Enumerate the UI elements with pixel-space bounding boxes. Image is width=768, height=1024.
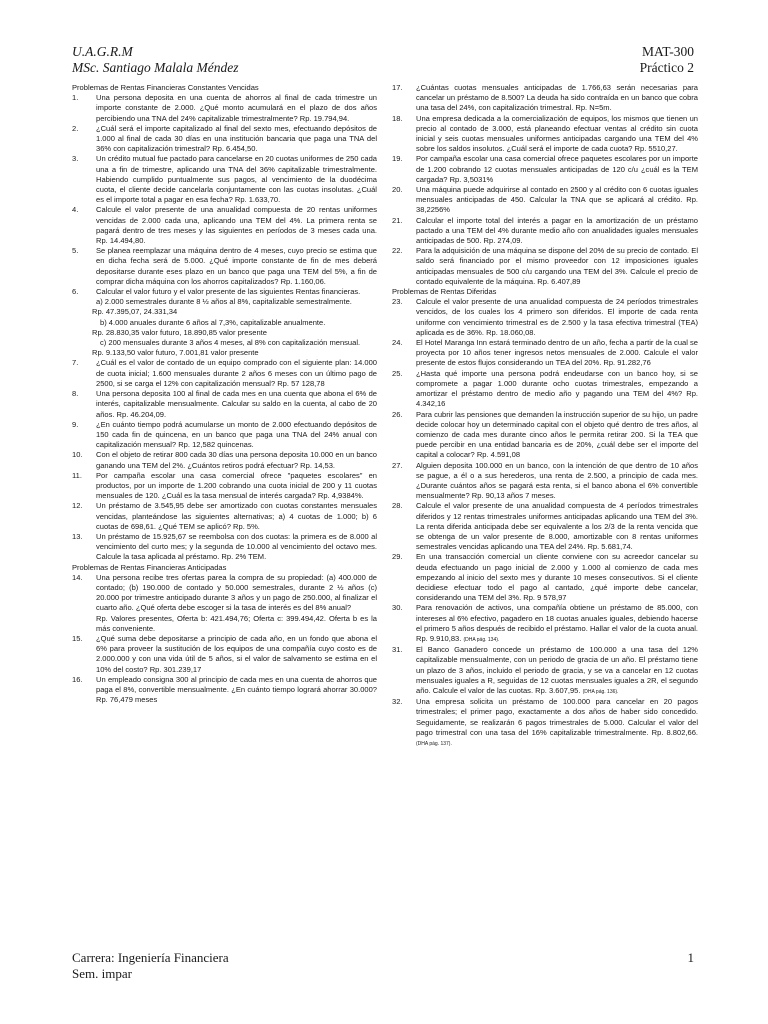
problem-item: 19. Por campaña escolar una casa comercial ofrece paquetes escolares por un importe de 1.200 cobrando 12 cuotas mensuales anticipadas de 120 c/u ¿cuál es la TEM cargada? Rp. 3,5031% <box>392 154 698 184</box>
problem-text: Una persona deposita en una cuenta de ahorros al final de cada trimestre un importe constante de 2.000. ¿Qué monto acumulará en el plazo de dos años percibiendo una TNA del 24% capitalizable trimestralmente? Rp. 19.794,94. <box>96 93 377 123</box>
problem-item: 8. Una persona deposita 100 al final de cada mes en una cuenta que abona el 6% de interés, capitalizable mensualmente. Calcular su saldo en la cuenta, al cabo de 20 años. Rp. 46.204,09. <box>72 389 377 419</box>
problem-item: 30. Para renovación de activos, una compañía obtiene un préstamo de 85.000, con intereses al 6% efectivo, pagadero en 18 cuotas anuales iguales, debiendo hacerse el primero 5 años después de recibido el préstamo. Hallar el valor de la cuota anual. Rp. 9.910,83. (DHA pág. 134). <box>392 603 698 643</box>
footer-left <box>72 950 229 982</box>
problem-item: 14. Una persona recibe tres ofertas parea la compra de su propiedad: (a) 400.000 de contado; (b) 190.000 de contado y 50.000 semestrales, durante 2 ½ años (c) 20.000 por trimestre anticipado durante 3 años y un pago de 250.000, al finalizar el cuarto año. ¿Qué oferta debe escoger si la tasa de interés es del 8% anual? Rp. Valores presentes, Oferta b: 421.494,76; Oferta c: 399.494,42. Oferta b es la más conveniente. <box>72 572 377 633</box>
problem-text: Por campaña escolar una casa comercial ofrece "paquetes escolares" en productos, por un importe de 1.200 cobrando una cuota inicial de 200 y 11 cuotas mensuales de 120. ¿Cuál es la tasa mensual de interés cargada? Rp. 4,9384%. <box>96 470 377 501</box>
problem-item: 7. ¿Cuál es el valor de contado de un equipo comprado con el siguiente plan: 14.000 de cuota inicial; 1.600 mensuales durante 2 años 6 meses con un último pago de 2500, si se carga el 12% con capitalización mensual? Rp. 57 128,78 <box>72 358 377 388</box>
problem-text: ¿Cuál es el valor de contado de un equipo comprado con el siguiente plan: 14.000 de cuota inicial; 1.600 mensuales durante 2 años 6 meses con un último pago de 2500, si se carga el 12% con capitalización mensual? Rp. 57 128,78 <box>96 358 377 388</box>
institution-name: U.A.G.R.M <box>72 44 133 59</box>
semester-label: Sem. impar <box>72 966 132 981</box>
problem-text: Una persona recibe tres ofertas parea la compra de su propiedad: (a) 400.000 de contado; (b) 190.000 de contado y 50.000 semestrales, durante 2 ½ años (c) 20.000 por trimestre anticipado durante 3 años y un pago de 250.000, al finalizar el cuarto año. ¿Qué oferta debe escoger si la tasa de interés es del 8% anual? <box>96 572 377 613</box>
section-heading: Problemas de Rentas Diferidas <box>392 287 497 297</box>
problem-text: Para cubrir las pensiones que demanden la instrucción superior de su hijo, un padre decide colocar hoy un determinado capital con el objeto qué dentro de tres años, al comienzo de cada mes durante cinco años le permita retirar 200. Si la TEA que puede percibir en una entidad bancaria es de 20%, ¿cuál debe ser el importe del capital a colocar? Rp. 4.591,08 <box>416 409 698 460</box>
header-right <box>640 44 694 76</box>
problem-text: ¿En cuánto tiempo podrá acumularse un monto de 2.000 efectuando depósitos de 150 cada fin de quincena, en un banco que paga una TNA del 24% anual con capitalización mensual? Rp. 12,582 quincenas. <box>96 419 377 450</box>
problem-item: 3. Un crédito mutual fue pactado para cancelarse en 20 cuotas uniformes de 250 cada una a fin de trimestre, aplicando una TNA del 36% capitalizable trimestralmente. Habiendo cumplido puntualmente sus pagos, al vencimiento de la duodécima cuota, el cliente decide cancelarla conjuntamente con las cuotas insolutas. ¿Cuál es el importe total a pagar en esa fecha? Rp. 1.633,70. <box>72 154 377 205</box>
header-left <box>72 44 238 76</box>
problem-item: 25. ¿Hasta qué importe una persona podrá endeudarse con un banco hoy, si se compromete a pagar 1.000 durante ocho cuotas trimestrales, empezando a amortizar el préstamo dentro de medio año y pagando una TEM del 4%? Rp. 4.342,16 <box>392 368 698 409</box>
reference-note: (DHA pág. 137). <box>416 741 452 747</box>
problem-text: Un crédito mutual fue pactado para cancelarse en 20 cuotas uniformes de 250 cada una a fin de trimestre, aplicando una TNA del 36% capitalizable trimestralmente. Habiendo cumplido puntualmente sus pagos, al vencimiento de la duodécima cuota, el cliente decide cancelarla conjuntamente con las cuotas insolutas. ¿Cuál es el importe total a pagar en esa fecha? Rp. 1.633,70. <box>96 154 377 205</box>
problem-text: El Hotel Maranga Inn estará terminado dentro de un año, fecha a partir de la cual se proyecta por 10 años tener ingresos netos mensuales de 2.000. Calcule el valor presente de estos flujos considerando un TEA del 20%. Rp. 91.282,76 <box>416 338 698 368</box>
problem-text: Calcular el valor futuro y el valor presente de las siguientes Rentas financieras. <box>96 287 361 297</box>
problem-item: 16. Un empleado consigna 300 al principio de cada mes en una cuenta de ahorros que paga el 8%, convertible mensualmente. ¿En cuánto tiempo logrará ahorrar 30.000? Rp. 76,479 meses <box>72 674 377 705</box>
problem-text: Una empresa solicita un préstamo de 100.000 para cancelar en 20 pagos trimestrales; el primer pago, exactamente a dos años de haber sido concedido. Seguidamente, se realizarán 6 pagos trimestrales de 5.000. Calcular el valor del pago trimestral con una tasa del 16% capitalizable trimestralmente. Rp. 8.802,66. <box>416 697 698 737</box>
section-heading: Problemas de Rentas Financieras Constantes Vencidas <box>72 83 259 92</box>
left-column <box>72 83 377 705</box>
problem-text: Con el objeto de retirar 800 cada 30 días una persona deposita 10.000 en un banco ganando una TEM del 2%. ¿Cuántos retiros podrá efectuar? Rp. 14,53. <box>96 450 377 470</box>
sub-item: b) 4.000 anuales durante 6 años al 7,3%, capitalizable anualmente. <box>100 317 326 327</box>
right-column <box>392 83 698 749</box>
section-heading: Problemas de Rentas Financieras Anticipadas <box>72 562 227 572</box>
problem-text: Para la adquisición de una máquina se dispone del 20% de su precio de contado. El saldo será financiado por el mismo proveedor con 12 imposiciones iguales anticipadas mensuales de 500 c/u cargando una TEM del 3%. Calcule el precio de contado equivalente de la máquina. Rp. 6.407,89 <box>416 246 698 286</box>
problem-text: ¿Cuál será el importe capitalizado al final del sexto mes, efectuando depósitos de 1.000 al final de cada 30 días en una institución bancaria que paga una TNA del 36% con capitalización trimestral? Rp. 6.454,50. <box>96 123 377 154</box>
problem-text: Calcule el valor presente de una anualidad compuesta de 24 períodos trimestrales vencidos, de los cuales los 4 primero son diferidos. El importe de cada renta uniforme con vencimiento trimestral es de 2.500 y la tasa efectiva trimestral (TEA) aplicada es de 36%. Rp. 18.060,08. <box>416 297 698 337</box>
problem-item: 26. Para cubrir las pensiones que demanden la instrucción superior de su hijo, un padre decide colocar hoy un determinado capital con el objeto qué dentro de tres años, al comienzo de cada mes durante cinco años le permita retirar 200. Si la TEA que puede percibir en una entidad bancaria es de 20%, ¿cuál debe ser el importe del capital a colocar? Rp. 4.591,08 <box>392 409 698 460</box>
problem-text: Una máquina puede adquirirse al contado en 2500 y al crédito con 6 cuotas iguales mensuales anticipadas de 450. Calcular la TNA que se aplicará al crédito. Rp. 38,2256% <box>416 185 698 215</box>
problem-text: Una persona deposita 100 al final de cada mes en una cuenta que abona el 6% de interés, capitalizable mensualmente. Calcular su saldo en la cuenta, al cabo de 20 años. Rp. 46.204,09. <box>96 389 377 419</box>
problem-item: 1. Una persona deposita en una cuenta de ahorros al final de cada trimestre un importe constante de 2.000. ¿Qué monto acumulará en el plazo de dos años percibiendo una TNA del 24% capitalizable trimestralmente? Rp. 19.794,94. <box>72 93 377 123</box>
author-name: MSc. Santiago Malala Méndez <box>72 60 239 75</box>
problem-text: Calcular el importe total del interés a pagar en la amortización de un préstamo pactado a una TEM del 4% durante medio año con anualidades iguales mensuales anticipadas de 500. Rp. 274,09. <box>416 215 698 246</box>
answer-line: Rp. Valores presentes, Oferta b: 421.494,76; Oferta c: 399.494,42. Oferta b es la más conveniente. <box>96 613 377 633</box>
problem-text: Se planea reemplazar una máquina dentro de 4 meses, cuyo precio se estima que en dicha fecha será de 5.000. ¿Qué importe constante de fin de mes deberá depositarse durante eses plazo en un banco que paga una TEM del 5%, a fin de comprar dicha máquina con los ahorros capitalizados? Rp. 1.160,06. <box>96 246 377 286</box>
problem-item: 32. Una empresa solicita un préstamo de 100.000 para cancelar en 20 pagos trimestrales; el primer pago, exactamente a dos años de haber sido concedido. Seguidamente, se realizarán 6 pagos trimestrales de 5.000. Calcular el valor del pago trimestral con una tasa del 16% capitalizable trimestralmente. Rp. 8.802,66. (DHA pág. 137). <box>392 697 698 747</box>
problem-item: 5. Se planea reemplazar una máquina dentro de 4 meses, cuyo precio se estima que en dicha fecha será de 5.000. ¿Qué importe constante de fin de mes deberá depositarse durante eses plazo en un banco que paga una TEM del 5%, a fin de comprar dicha máquina con los ahorros capitalizados? Rp. 1.160,06. <box>72 246 377 286</box>
problem-item: 27. Alguien deposita 100.000 en un banco, con la intención de que dentro de 10 años se pague, a él o a sus herederos, una renta de 2.500, a principio de cada mes. ¿Durante cuántos años se pagará esta renta, si el banco abona el 6% convertible mensualmente? Rp. 90,13 años 7 meses. <box>392 460 698 501</box>
problem-item: 23. Calcule el valor presente de una anualidad compuesta de 24 períodos trimestrales vencidos, de los cuales los 4 primero son diferidos. El importe de cada renta uniforme con vencimiento trimestral es de 2.500 y la tasa efectiva trimestral (TEA) aplicada es de 36%. Rp. 18.060,08. <box>392 297 698 337</box>
problem-item: 31. El Banco Ganadero concede un préstamo de 100.000 a una tasa del 12% capitalizable mensualmente, con un periodo de gracia de un año. El préstamo tiene un plazo de 3 años, incluido el periodo de gracia, y se va a cancelar en 12 cuotas mensuales iguales a R, seguidas de 12 cuotas mensuales iguales a 2R, el segundo año. Calcule el valor de las cuotas. Rp. 3.607,95. (DHA pág. 136). <box>392 645 698 695</box>
problem-text: ¿Hasta qué importe una persona podrá endeudarse con un banco hoy, si se compromete a pagar 1.000 durante ocho cuotas trimestrales, empezando a amortizar el préstamo dentro de medio año y pagando una TEM del 4%? Rp. 4.342,16 <box>416 368 698 409</box>
problem-item: 10. Con el objeto de retirar 800 cada 30 días una persona deposita 10.000 en un banco ganando una TEM del 2%. ¿Cuántos retiros podrá efectuar? Rp. 14,53. <box>72 450 377 470</box>
problem-text: Calcule el valor presente de una anualidad compuesta de 4 períodos trimestrales diferidos y 12 rentas trimestrales uniformes anticipadas aplicando una TEM del 3%. La renta diferida anticipada debe ser equivalente a los 2/3 de la renta vencida que se obtenga de un valor presente de 8.000, amortizable con 8 rentas uniformes semestrales vencidas aplicando una TEA del 24%. Rp. 5.681,74. <box>416 501 698 552</box>
sub-item: a) 2.000 semestrales durante 8 ½ años al 8%, capitalizable semestralmente. <box>96 297 352 307</box>
problem-text: Calcule el valor presente de una anualidad compuesta de 20 rentas uniformes vencidas de 2.000 cada una, aplicando una TEM del 4%. La primera renta se pagará dentro de tres meses y las siguientes en períodos de 3 meses cada una. Rp. 14.494,80. <box>96 205 377 246</box>
problem-item: 6. Calcular el valor futuro y el valor presente de las siguientes Rentas financieras. <box>72 287 377 297</box>
problem-item: 17. ¿Cuántas cuotas mensuales anticipadas de 1.766,63 serán necesarias para cancelar un préstamo de 8.500? La deuda ha sido contraída en un banco que cobra una tasa del 24%, con capitalización trimestral. Rp. N=5m. <box>392 83 698 113</box>
problem-item: 29. En una transacción comercial un cliente conviene con su acreedor cancelar su deuda efectuando un pago inicial de 2.000 y 1.000 al comienzo de cada mes empezando al inicio del sexto mes y durante 10 meses consecutivos. Si el cliente decidiese efectuar todo el pago al cantado, ¿qué importe debe cancelar, considerando una TEM del 3%. Rp. 9 578,97 <box>392 552 698 603</box>
problem-item: 18. Una empresa dedicada a la comercialización de equipos, los mismos que tienen un precio al contado de 3.000, está planeando efectuar ventas al crédito sin cuota inicial y seis cuotas mensuales uniformes anticipadas cargando una TEM del 4% sobre los saldos insolutos. ¿Cuál será el importe de cada cuota? Rp. 5510,27. <box>392 113 698 154</box>
problem-text: Un préstamo de 15.925,67 se reembolsa con dos cuotas: la primera es de 8.000 al vencimiento del curto mes; y la segunda de 10.000 al vencimiento del octavo mes. Calcule la tasa aplicada al préstamo. Rp. 2% TEM. <box>96 531 377 562</box>
problem-item: 22. Para la adquisición de una máquina se dispone del 20% de su precio de contado. El saldo será financiado por el mismo proveedor con 12 imposiciones iguales anticipadas mensuales de 500 c/u cargando una TEM del 3%. Calcule el precio de contado equivalente de la máquina. Rp. 6.407,89 <box>392 246 698 286</box>
career-label: Carrera: Ingeniería Financiera <box>72 950 229 965</box>
sub-item: c) 200 mensuales durante 3 años 4 meses, al 8% con capitalización mensual. <box>100 338 361 348</box>
problem-item: 4. Calcule el valor presente de una anualidad compuesta de 20 rentas uniformes vencidas de 2.000 cada una, aplicando una TEM del 4%. La primera renta se pagará dentro de tres meses y las siguientes en períodos de 3 meses cada una. Rp. 14.494,80. <box>72 205 377 246</box>
problem-text: Por campaña escolar una casa comercial ofrece paquetes escolares por un importe de 1.200 cobrando 12 cuotas mensuales anticipadas de 120 c/u ¿cuál es la TEM cargada? Rp. 3,5031% <box>416 154 698 184</box>
problem-item: 20. Una máquina puede adquirirse al contado en 2500 y al crédito con 6 cuotas iguales mensuales anticipadas de 450. Calcular la TNA que se aplicará al crédito. Rp. 38,2256% <box>392 185 698 215</box>
reference-note: (DHA pág. 134). <box>463 636 500 643</box>
problem-item: 24. El Hotel Maranga Inn estará terminado dentro de un año, fecha a partir de la cual se proyecta por 10 años tener ingresos netos mensuales de 2.000. Calcule el valor presente de estos flujos considerando un TEA del 20%. Rp. 91.282,76 <box>392 338 698 368</box>
problem-text: Un préstamo de 3.545,95 debe ser amortizado con cuotas constantes mensuales vencidas, planteándose las siguientes alternativas; a) 4 cuotas de 1.000; b) 6 cuotas de 698,61. ¿Qué TEM se aplicó? Rp. 5%. <box>96 501 377 531</box>
problem-item: 21. Calcular el importe total del interés a pagar en la amortización de un préstamo pactado a una TEM del 4% durante medio año con anualidades iguales mensuales anticipadas de 500. Rp. 274,09. <box>392 215 698 246</box>
problem-item: 28. Calcule el valor presente de una anualidad compuesta de 4 períodos trimestrales diferidos y 12 rentas trimestrales uniformes anticipadas aplicando una TEM del 3%. La renta diferida anticipada debe ser equivalente a los 2/3 de la renta vencida que se obtenga de un valor presente de 8.000, amortizable con 8 rentas uniformes semestrales vencidas aplicando una TEA del 24%. Rp. 5.681,74. <box>392 501 698 552</box>
problem-text: ¿Qué suma debe depositarse a principio de cada año, en un fondo que abona el 6% para proveer la sustitución de los equipos de una compañía cuyo costo es de 2.000.000 y con una vida útil de 5 años, si el valor de salvamento se estima en el 10% del costo? Rp. 301.239,17 <box>96 633 377 674</box>
practice-title: Práctico 2 <box>639 60 694 75</box>
problem-item: 13. Un préstamo de 15.925,67 se reembolsa con dos cuotas: la primera es de 8.000 al vencimiento del curto mes; y la segunda de 10.000 al vencimiento del octavo mes. Calcule la tasa aplicada al préstamo. Rp. 2% TEM. <box>72 531 377 562</box>
answer-line: Rp. 9.133,50 valor futuro, 7.001,81 valor presente <box>92 348 259 358</box>
reference-note: (DHA pág. 136). <box>582 688 619 695</box>
problem-text: Para renovación de activos, una compañía obtiene un préstamo de 85.000, con intereses al 6% efectivo, pagadero en 18 cuotas anuales iguales, debiendo hacerse el primero 5 años después de recibido el préstamo. Hallar el valor de la cuota anual. Rp. 9.910,83. <box>416 603 698 643</box>
answer-line: Rp. 28.830,35 valor futuro, 18.890,85 valor presente <box>92 327 267 337</box>
problem-text: Un empleado consigna 300 al principio de cada mes en una cuenta de ahorros que paga el 8%, convertible mensualmente. ¿En cuánto tiempo logrará ahorrar 30.000? Rp. 76,479 meses <box>96 674 377 705</box>
answer-line: Rp. 47.395,07, 24.331,34 <box>92 307 178 317</box>
problem-item: 9. ¿En cuánto tiempo podrá acumularse un monto de 2.000 efectuando depósitos de 150 cada fin de quincena, en un banco que paga una TNA del 24% anual con capitalización mensual? Rp. 12,582 quincenas. <box>72 419 377 450</box>
problem-item: 11. Por campaña escolar una casa comercial ofrece "paquetes escolares" en productos, por un importe de 1.200 cobrando una cuota inicial de 200 y 11 cuotas mensuales de 120. ¿Cuál es la tasa mensual de interés cargada? Rp. 4,9384%. <box>72 470 377 501</box>
problem-item: 2. ¿Cuál será el importe capitalizado al final del sexto mes, efectuando depósitos de 1.000 al final de cada 30 días en una institución bancaria que paga una TNA del 36% con capitalización trimestral? Rp. 6.454,50. <box>72 123 377 154</box>
problem-text: Una empresa dedicada a la comercialización de equipos, los mismos que tienen un precio al contado de 3.000, está planeando efectuar ventas al crédito sin cuota inicial y seis cuotas mensuales uniformes anticipadas cargando una TEM del 4% sobre los saldos insolutos. ¿Cuál será el importe de cada cuota? Rp. 5510,27. <box>416 113 698 154</box>
problem-text: En una transacción comercial un cliente conviene con su acreedor cancelar su deuda efectuando un pago inicial de 2.000 y 1.000 al comienzo de cada mes empezando al inicio del sexto mes y durante 10 meses consecutivos. Si el cliente decidiese efectuar todo el pago al cantado, ¿qué importe debe cancelar, considerando una TEM del 3%. Rp. 9 578,97 <box>416 552 698 603</box>
problem-text: El Banco Ganadero concede un préstamo de 100.000 a una tasa del 12% capitalizable mensualmente, con un periodo de gracia de un año. El préstamo tiene un plazo de 3 años, incluido el periodo de gracia, y se va a cancelar en 12 cuotas mensuales iguales a R, seguidas de 12 cuotas mensuales iguales a 2R, el segundo año. Calcule el valor de las cuotas. Rp. 3.607,95. <box>416 645 698 695</box>
problem-item: 12. Un préstamo de 3.545,95 debe ser amortizado con cuotas constantes mensuales vencidas, planteándose las siguientes alternativas; a) 4 cuotas de 1.000; b) 6 cuotas de 698,61. ¿Qué TEM se aplicó? Rp. 5%. <box>72 501 377 531</box>
page-number: 1 <box>687 950 694 965</box>
course-code: MAT-300 <box>641 44 694 59</box>
problem-text: Alguien deposita 100.000 en un banco, con la intención de que dentro de 10 años se pague, a él o a sus herederos, una renta de 2.500, a principio de cada mes. ¿Durante cuántos años se pagará esta renta, si el banco abona el 6% convertible mensualmente? Rp. 90,13 años 7 meses. <box>416 460 698 501</box>
problem-text: ¿Cuántas cuotas mensuales anticipadas de 1.766,63 serán necesarias para cancelar un préstamo de 8.500? La deuda ha sido contraída en un banco que cobra una tasa del 24%, con capitalización trimestral. Rp. N=5m. <box>416 83 698 113</box>
problem-item: 15. ¿Qué suma debe depositarse a principio de cada año, en un fondo que abona el 6% para proveer la sustitución de los equipos de una compañía cuyo costo es de 2.000.000 y con una vida útil de 5 años, si el valor de salvamento se estima en el 10% del costo? Rp. 301.239,17 <box>72 633 377 674</box>
